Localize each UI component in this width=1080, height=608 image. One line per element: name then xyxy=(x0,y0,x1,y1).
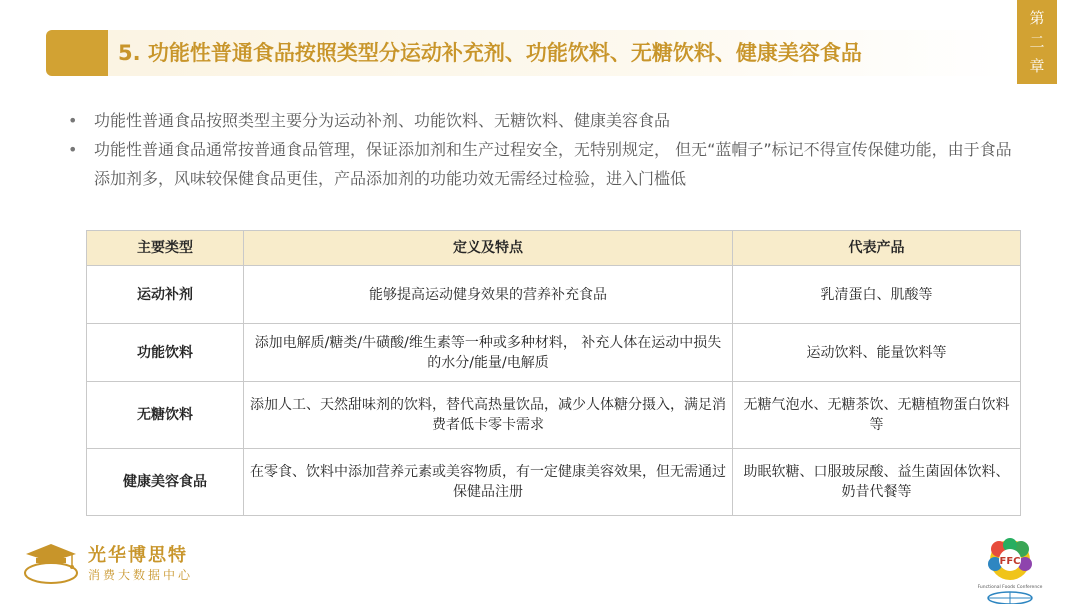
ffc-logo-icon xyxy=(975,536,1045,604)
cell-definition: 能够提高运动健身效果的营养补充食品 xyxy=(244,266,733,324)
table-row xyxy=(87,266,1021,324)
ffc-logo-subtitle: Functional Foods Conference xyxy=(977,585,1043,590)
cell-type: 功能饮料 xyxy=(87,324,244,382)
brand-logo-icon xyxy=(20,540,82,586)
functional-food-table xyxy=(86,230,1021,516)
ffc-logo-text: FFC xyxy=(999,556,1021,567)
bullet-list xyxy=(60,106,1020,193)
cell-type: 无糖饮料 xyxy=(87,382,244,449)
chapter-tab xyxy=(1017,0,1057,84)
cell-products: 无糖气泡水、无糖茶饮、无糖植物蛋白饮料等 xyxy=(733,382,1021,449)
title-accent-block xyxy=(46,30,108,76)
chapter-label: 第二章 xyxy=(1029,9,1045,75)
cell-products: 乳清蛋白、肌酸等 xyxy=(733,266,1021,324)
column-header-type: 主要类型 xyxy=(87,231,244,266)
cell-definition: 在零食、饮料中添加营养元素或美容物质，有一定健康美容效果，但无需通过保健品注册 xyxy=(244,449,733,516)
cell-definition: 添加人工、天然甜味剂的饮料，替代高热量饮品，减少人体糖分摄入，满足消费者低卡零卡需求 xyxy=(244,382,733,449)
table-row xyxy=(87,449,1021,516)
cell-type: 运动补剂 xyxy=(87,266,244,324)
bullet-item: • 功能性普通食品通常按普通食品管理，保证添加剂和生产过程安全，无特别规定， 但无“蓝帽子”标记不得宣传保健功能，由于食品添加剂多，风味较保健食品更佳，产品添加剂的功能功效无需经过检验，进入门槛低 xyxy=(60,135,1020,193)
cell-definition: 添加电解质/糖类/牛磺酸/维生素等一种或多种材料， 补充人体在运动中损失的水分/能量/电解质 xyxy=(244,324,733,382)
cell-type: 健康美容食品 xyxy=(87,449,244,516)
bullet-item: • 功能性普通食品按照类型主要分为运动补剂、功能饮料、无糖饮料、健康美容食品 xyxy=(60,106,1020,135)
cell-products: 运动饮料、能量饮料等 xyxy=(733,324,1021,382)
column-header-definition: 定义及特点 xyxy=(244,231,733,266)
column-header-products: 代表产品 xyxy=(733,231,1021,266)
cell-products: 助眠软糖、口服玻尿酸、益生菌固体饮料、奶昔代餐等 xyxy=(733,449,1021,516)
table-row xyxy=(87,324,1021,382)
table-header-row xyxy=(87,231,1021,266)
brand-subtitle: 消费大数据中心 xyxy=(88,568,194,582)
table-row xyxy=(87,382,1021,449)
brand-name: 光华博思特 xyxy=(88,545,188,566)
page-title: 5. 功能性普通食品按照类型分运动补充剂、功能饮料、无糖饮料、健康美容食品 xyxy=(118,41,862,65)
